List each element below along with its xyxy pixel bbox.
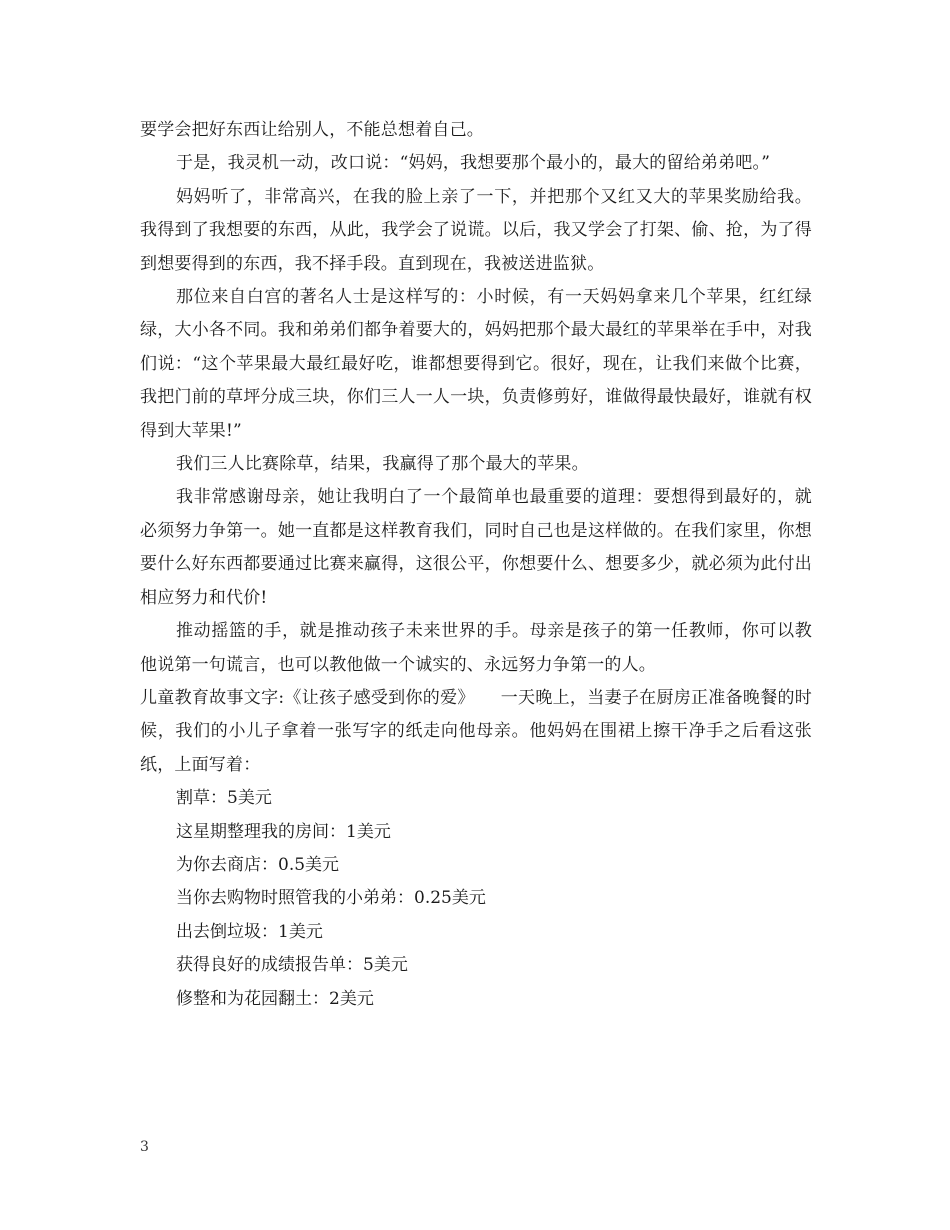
paragraph: 妈妈听了，非常高兴，在我的脸上亲了一下，并把那个又红又大的苹果奖励给我。我得到了我想要的东西，从此，我学会了说谎。以后，我又学会了打架、偷、抢，为了得到想要得到的东西，我不择手段。直到现在，我被送进监狱。 — [140, 186, 812, 274]
paragraph: 推动摇篮的手，就是推动孩子未来世界的手。母亲是孩子的第一任教师，你可以教他说第一句谎言，也可以教他做一个诚实的、永远努力争第一的人。 — [140, 621, 812, 675]
paragraph: 我非常感谢母亲，她让我明白了一个最简单也最重要的道理：要想得到最好的，就必须努力争第一。她一直都是这样教育我们，同时自己也是这样做的。在我们家里，你想要什么好东西都要通过比赛来赢得，这很公平，你想要什么、想要多少，就必须为此付出相应努力和代价! — [140, 487, 812, 608]
page-number: 3 — [140, 1139, 149, 1155]
paragraph: 那位来自白宫的著名人士是这样写的：小时候，有一天妈妈拿来几个苹果，红红绿绿，大小各不同。我和弟弟们都争着要大的，妈妈把那个最大最红的苹果举在手中，对我们说：“这个苹果最大最红最好吃，谁都想要得到它。很好，现在，让我们来做个比赛，我把门前的草坪分成三块，你们三人一人一块，负责修剪好，谁做得最快最好，谁就有权得到大苹果!” — [140, 287, 812, 441]
paragraph: 我们三人比赛除草，结果，我赢得了那个最大的苹果。 — [176, 454, 589, 475]
paragraph: 要学会把好东西让给别人，不能总想着自己。 — [140, 120, 484, 140]
document-body — [140, 114, 812, 1016]
paragraph-story-title: 儿童教育故事文字:《让孩子感受到你的爱》 一天晚上，当妻子在厨房正准备晚餐的时候，我们的小儿子拿着一张写字的纸走向他母亲。他妈妈在围裙上擦干净手之后看这张纸，上面写着： — [140, 687, 812, 775]
list-item: 这星期整理我的房间：1美元 — [176, 821, 391, 842]
list-item: 当你去购物时照管我的小弟弟：0.25美元 — [176, 888, 486, 909]
list-item: 为你去商店：0.5美元 — [176, 854, 340, 875]
list-item: 割草：5美元 — [176, 788, 272, 809]
list-item: 获得良好的成绩报告单：5美元 — [176, 955, 408, 976]
list-item: 修整和为花园翻土：2美元 — [176, 988, 374, 1009]
list-item: 出去倒垃圾：1美元 — [176, 921, 323, 942]
paragraph: 于是，我灵机一动，改口说：“妈妈，我想要那个最小的，最大的留给弟弟吧。” — [176, 153, 771, 174]
